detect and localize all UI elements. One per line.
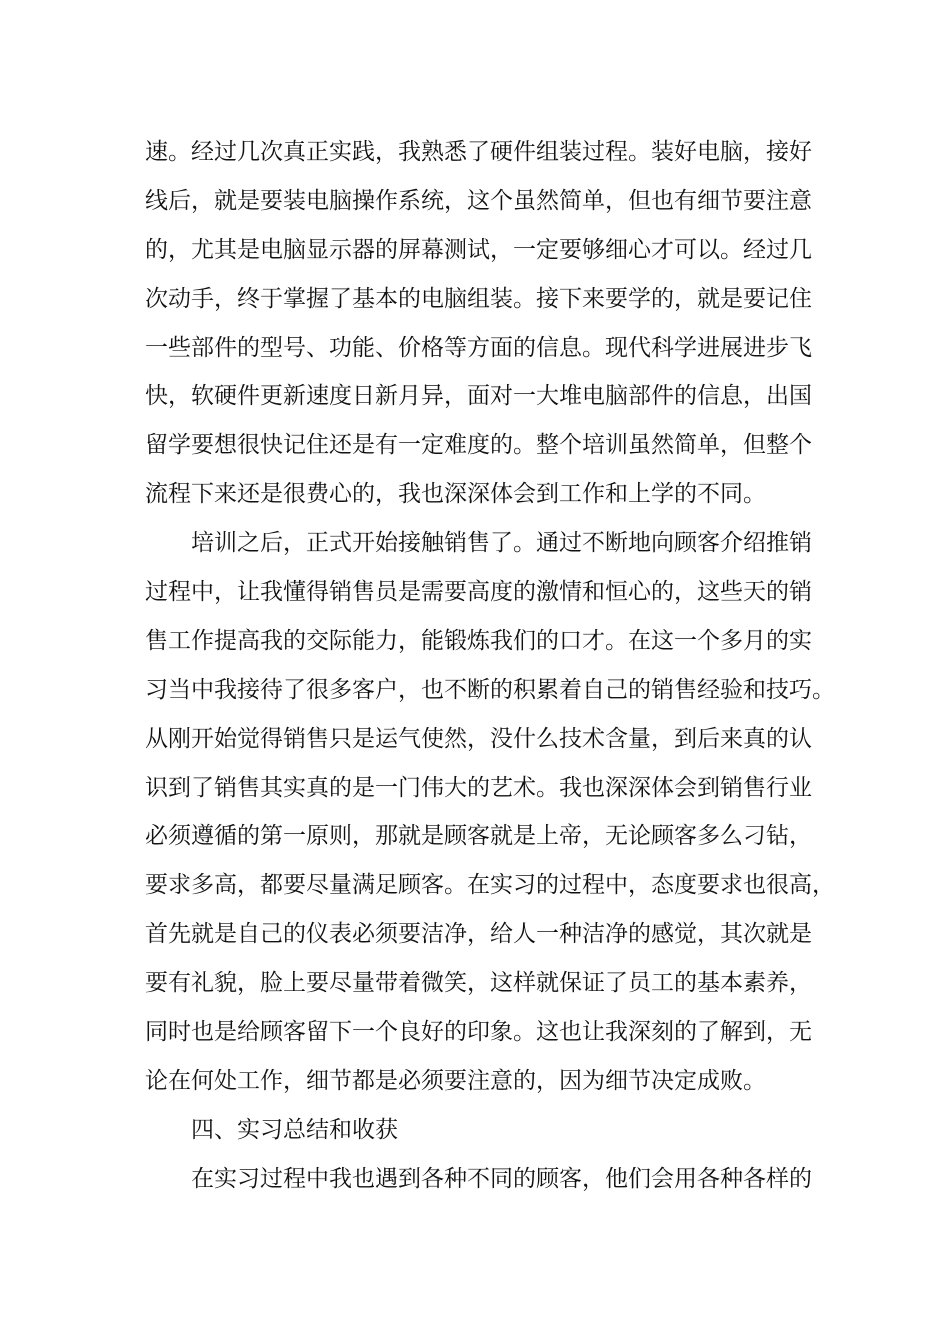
paragraph-first-line: 培训之后，正式开始接触销售了。通过不断地向顾客介绍推销 [191, 530, 812, 557]
paragraph-first-line: 在实习过程中我也遇到各种不同的顾客，他们会用各种各样的 [191, 1165, 812, 1192]
text-line: 的，尤其是电脑显示器的屏幕测试，一定要够细心才可以。经过几 [145, 236, 812, 263]
paragraph-first-line: 四、实习总结和收获 [191, 1116, 398, 1143]
text-line: 过程中，让我懂得销售员是需要高度的激情和恒心的，这些天的销 [145, 579, 812, 606]
text-line: 要有礼貌，脸上要尽量带着微笑，这样就保证了员工的基本素养， [145, 970, 812, 997]
text-line: 习当中我接待了很多客户，也不断的积累着自己的销售经验和技巧。 [145, 676, 835, 703]
text-line: 从刚开始觉得销售只是运气使然，没什么技术含量，到后来真的认 [145, 725, 812, 752]
text-line: 必须遵循的第一原则，那就是顾客就是上帝，无论顾客多么刁钻， [145, 823, 812, 850]
text-line: 识到了销售其实真的是一门伟大的艺术。我也深深体会到销售行业 [145, 774, 812, 801]
text-line: 留学要想很快记住还是有一定难度的。整个培训虽然简单，但整个 [145, 432, 812, 459]
text-line: 要求多高，都要尽量满足顾客。在实习的过程中，态度要求也很高， [145, 872, 835, 899]
text-line: 快，软硬件更新速度日新月异，面对一大堆电脑部件的信息，出国 [145, 383, 812, 410]
text-line: 同时也是给顾客留下一个良好的印象。这也让我深刻的了解到，无 [145, 1019, 812, 1046]
text-line: 售工作提高我的交际能力，能锻炼我们的口才。在这一个多月的实 [145, 627, 812, 654]
body-text [145, 128, 835, 1204]
text-line: 流程下来还是很费心的，我也深深体会到工作和上学的不同。 [145, 481, 766, 508]
text-line: 次动手，终于掌握了基本的电脑组装。接下来要学的，就是要记住 [145, 285, 812, 312]
text-line: 一些部件的型号、功能、价格等方面的信息。现代科学进展进步飞 [145, 334, 812, 361]
text-line: 速。经过几次真正实践，我熟悉了硬件组装过程。装好电脑，接好 [145, 139, 812, 165]
text-line: 首先就是自己的仪表必须要洁净，给人一种洁净的感觉，其次就是 [145, 921, 812, 948]
text-line: 论在何处工作，细节都是必须要注意的，因为细节决定成败。 [145, 1067, 766, 1094]
text-line: 线后，就是要装电脑操作系统，这个虽然简单，但也有细节要注意 [145, 187, 812, 214]
